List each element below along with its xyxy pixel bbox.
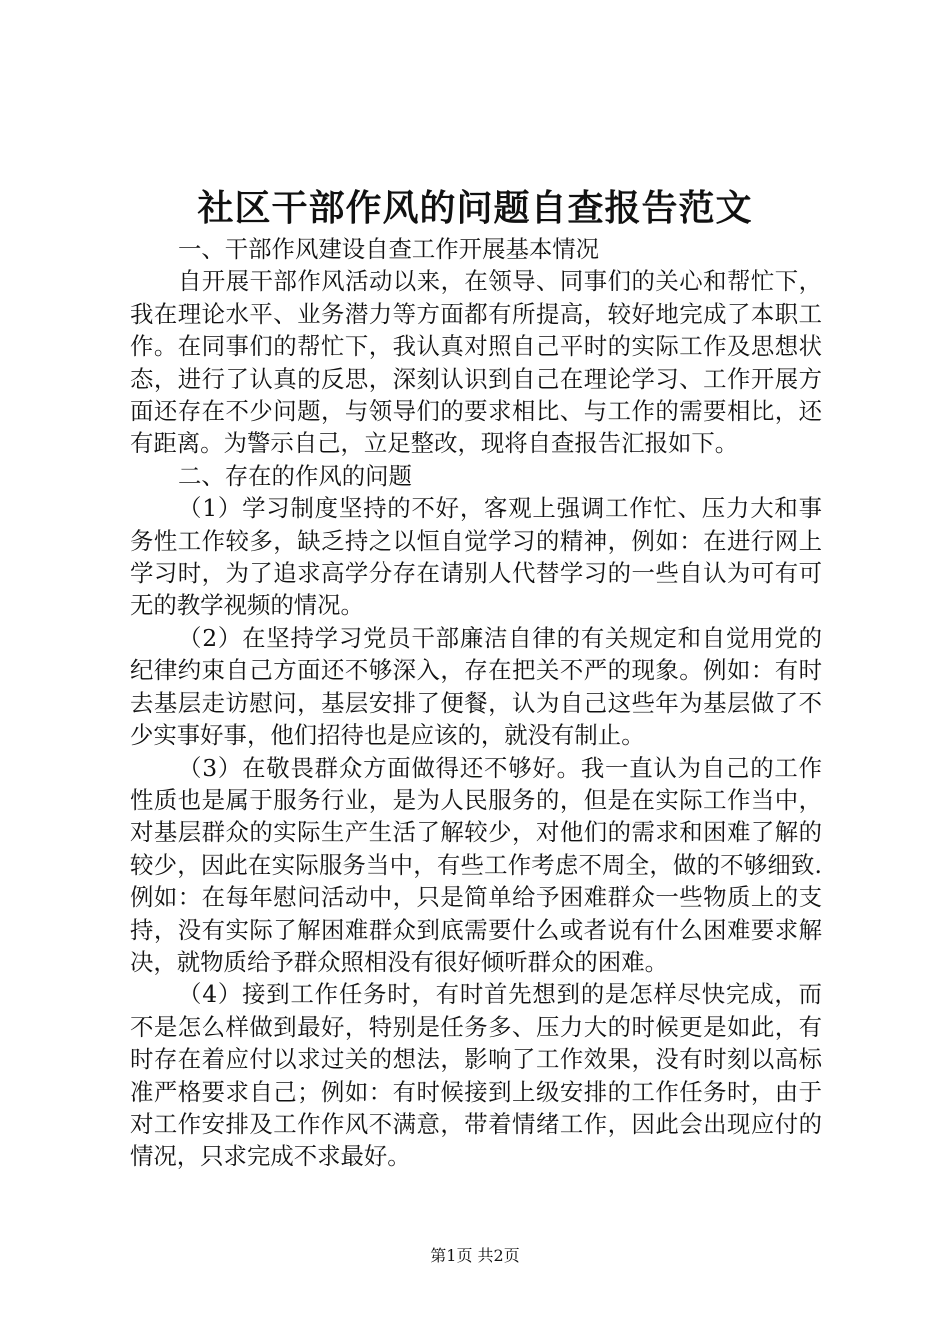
section-heading-1: 一、干部作风建设自查工作开展基本情况 — [178, 235, 600, 263]
problem-item-4: （4）接到工作任务时，有时首先想到的是怎样尽快完成，而不是怎么样做到最好，特别是任务多、压力大的时候更是如此，有时存在着应付以求过关的想法，影响了工作效果，没有时刻以高标准严格要求自己；例如：有时候接到上级安排的工作任务时，由于对工作安排及工作作风不满意，带着情绪工作，因此会出现应付的情况，只求完成不求最好。 — [130, 980, 822, 1171]
paragraph-1: 自开展干部作风活动以来，在领导、同事们的关心和帮忙下，我在理论水平、业务潜力等方面都有所提高，较好地完成了本职工作。在同事们的帮忙下，我认真对照自己平时的实际工作及思想状态，进行了认真的反思，深刻认识到自己在理论学习、工作开展方面还存在不少问题，与领导们的要求相比、与工作的需要相比，还有距离。为警示自己，立足整改，现将自查报告汇报如下。 — [130, 267, 822, 458]
page-footer: 第1页 共2页 — [430, 1246, 520, 1265]
section-heading-2: 二、存在的作风的问题 — [178, 461, 412, 490]
document-body — [130, 233, 822, 1173]
problem-item-1: （1）学习制度坚持的不好，客观上强调工作忙、压力大和事务性工作较多，缺乏持之以恒自觉学习的精神，例如：在进行网上学习时，为了追求高学分存在请别人代替学习的一些自认为可有可无的教学视频的情况。 — [130, 494, 822, 620]
document-title: 社区干部作风的问题自查报告范文 — [197, 187, 753, 229]
problem-item-3: （3）在敬畏群众方面做得还不够好。我一直认为自己的工作性质也是属于服务行业，是为人民服务的，但是在实际工作当中，对基层群众的实际生产生活了解较少，对他们的需求和困难了解的较少，因此在实际服务当中，有些工作考虑不周全，做的不够细致.例如：在每年慰问活动中，只是简单给予困难群众一些物质上的支持，没有实际了解困难群众到底需要什么或者说有什么困难要求解决，就物质给予群众照相没有很好倾听群众的困难。 — [130, 753, 822, 976]
problem-item-2: （2）在坚持学习党员干部廉洁自律的有关规定和自觉用党的纪律约束自己方面还不够深入，存在把关不严的现象。例如：有时去基层走访慰问，基层安排了便餐，认为自己这些年为基层做了不少实事好事，他们招待也是应该的，就没有制止。 — [130, 623, 822, 750]
